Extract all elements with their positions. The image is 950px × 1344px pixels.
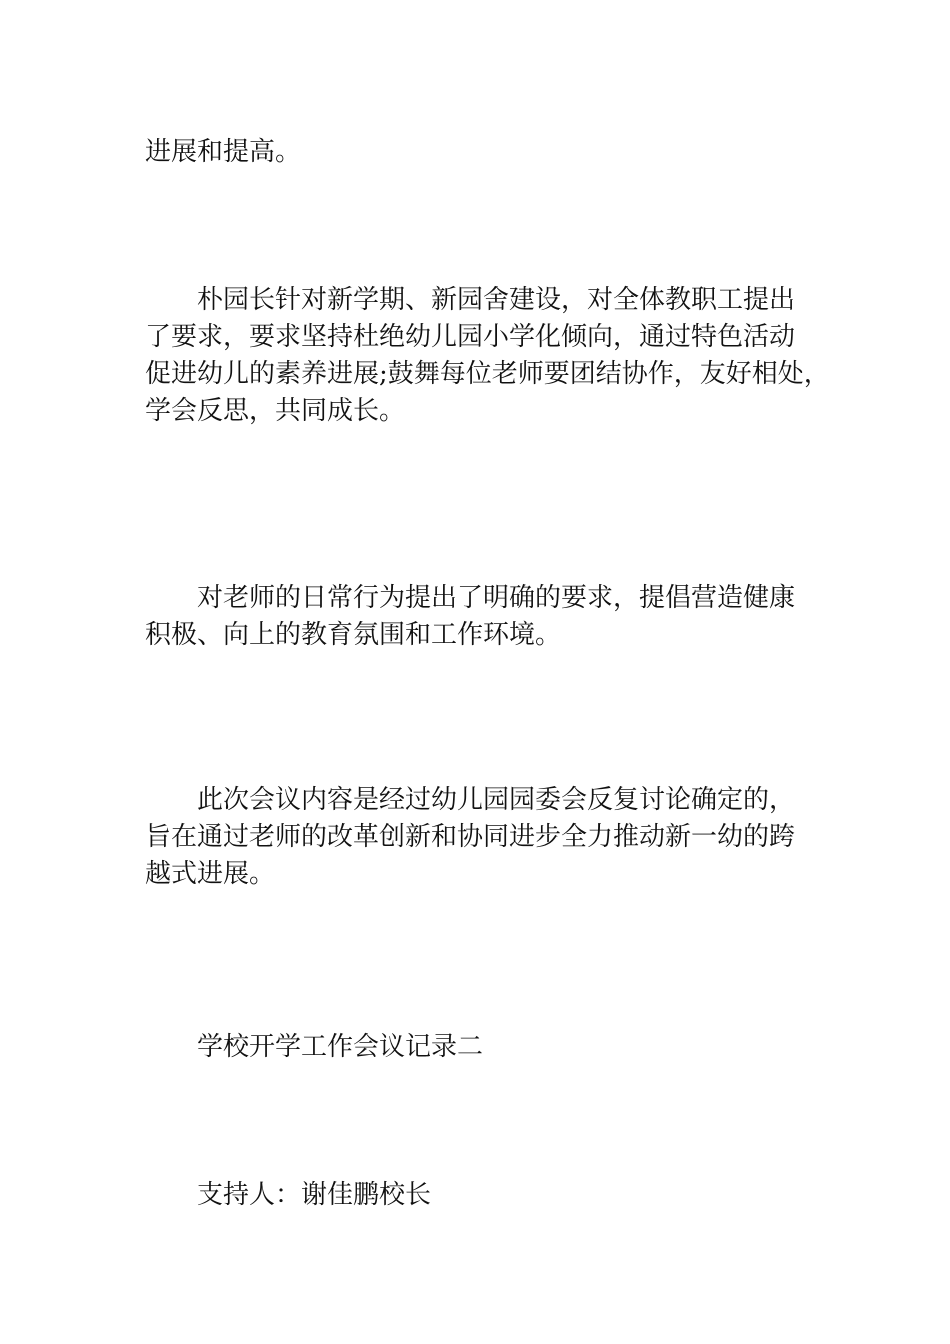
paragraph-principal-requirements bbox=[145, 282, 835, 430]
text-line: 对老师的日常行为提出了明确的要求，提倡营造健康 bbox=[197, 583, 796, 613]
paragraph-teacher-behavior bbox=[145, 580, 835, 654]
paragraph-continuation bbox=[145, 134, 835, 171]
text-line: 支持人：谢佳鹏校长 bbox=[197, 1180, 432, 1210]
text-line: 朴园长针对新学期、新园舍建设，对全体教职工提出 bbox=[197, 285, 796, 315]
host-line bbox=[145, 1177, 835, 1214]
text-line: 学会反思，共同成长。 bbox=[145, 396, 406, 426]
text-line: 了要求，要求坚持杜绝幼儿园小学化倾向，通过特色活动 bbox=[145, 322, 796, 352]
text-line: 此次会议内容是经过幼儿园园委会反复讨论确定的， bbox=[197, 785, 796, 815]
text-line: 积极、向上的教育氛围和工作环境。 bbox=[145, 620, 562, 650]
text-line: 进展和提高。 bbox=[145, 137, 302, 167]
text-line: 学校开学工作会议记录二 bbox=[197, 1032, 484, 1062]
text-line: 越式进展。 bbox=[145, 859, 276, 889]
text-line: 促进幼儿的素养进展;鼓舞每位老师要团结协作，友好相处， bbox=[145, 359, 830, 389]
text-line: 旨在通过老师的改革创新和协同进步全力推动新一幼的跨 bbox=[145, 822, 796, 852]
paragraph-meeting-content bbox=[145, 782, 835, 893]
section-heading bbox=[145, 1029, 835, 1066]
